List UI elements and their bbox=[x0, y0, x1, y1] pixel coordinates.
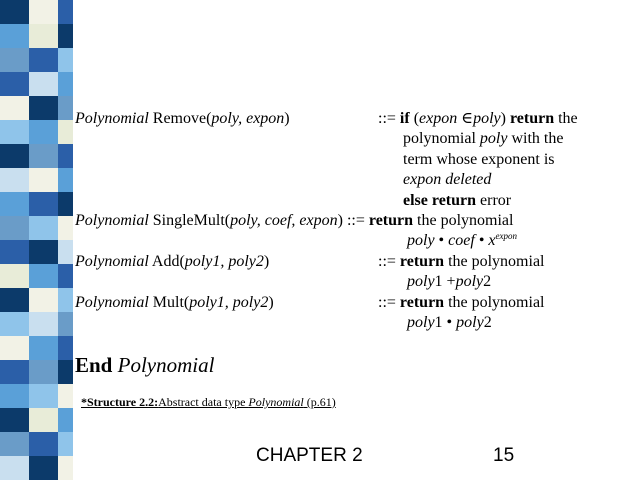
strip-tile bbox=[58, 24, 73, 48]
operation-definition bbox=[407, 313, 492, 333]
text-segment: 1 • bbox=[434, 314, 457, 331]
strip-tile bbox=[29, 240, 58, 264]
strip-tile bbox=[58, 192, 73, 216]
structure-caption bbox=[81, 395, 336, 410]
text-segment: poly, coef, expon bbox=[230, 212, 338, 229]
text-segment: ::= bbox=[378, 293, 400, 311]
text-segment: ::= bbox=[378, 110, 400, 127]
strip-tile bbox=[29, 456, 58, 480]
strip-tile bbox=[58, 264, 73, 288]
text-segment: ( bbox=[409, 110, 420, 127]
end-statement bbox=[75, 353, 214, 378]
text-segment: return bbox=[368, 212, 414, 229]
strip-tile bbox=[58, 360, 73, 384]
text-segment: SingleMult( bbox=[148, 212, 231, 229]
text-segment: poly bbox=[407, 273, 435, 291]
strip-tile bbox=[58, 0, 73, 24]
caption-text: Abstract data type bbox=[158, 395, 249, 409]
strip-tile bbox=[58, 96, 73, 120]
strip-tile bbox=[58, 72, 73, 96]
text-segment: ) bbox=[263, 252, 270, 270]
strip-tile bbox=[58, 168, 73, 192]
operation-definition bbox=[407, 231, 517, 251]
text-segment: ) ::= bbox=[337, 212, 369, 229]
text-segment: Remove( bbox=[148, 110, 212, 127]
strip-tile bbox=[29, 168, 58, 192]
operation-definition bbox=[378, 109, 578, 129]
text-segment: 1 + bbox=[434, 273, 456, 291]
operation-signature bbox=[75, 109, 290, 129]
operation-definition bbox=[378, 252, 545, 272]
strip-tile bbox=[58, 216, 73, 240]
strip-tile bbox=[29, 312, 58, 336]
operation-signature bbox=[75, 252, 269, 272]
strip-tile bbox=[29, 408, 58, 432]
text-segment: the polynomial bbox=[444, 293, 545, 311]
text-segment: return bbox=[509, 110, 555, 127]
text-segment: • bbox=[434, 232, 449, 250]
strip-tile bbox=[0, 144, 29, 168]
footer-page-number: 15 bbox=[493, 445, 515, 466]
text-segment: ) bbox=[268, 293, 274, 311]
text-segment: Mult( bbox=[148, 293, 190, 311]
text-segment: poly bbox=[473, 110, 501, 127]
text-segment: 2 bbox=[483, 273, 492, 291]
text-segment: 2 bbox=[483, 314, 492, 331]
text-segment: Polynomial bbox=[75, 110, 149, 127]
strip-tile bbox=[0, 48, 29, 72]
text-segment: poly bbox=[455, 273, 484, 291]
strip-tile bbox=[29, 336, 58, 360]
strip-tile bbox=[0, 384, 29, 408]
strip-tile bbox=[58, 432, 73, 456]
text-segment: ∈ bbox=[461, 110, 474, 127]
strip-tile bbox=[29, 264, 58, 288]
operation-definition bbox=[403, 191, 511, 211]
text-segment: return bbox=[399, 293, 445, 311]
strip-tile bbox=[0, 456, 29, 480]
strip-tile bbox=[29, 96, 58, 120]
strip-tile bbox=[29, 288, 58, 312]
text-segment: coef bbox=[448, 232, 475, 250]
strip-tile bbox=[29, 24, 58, 48]
strip-tile bbox=[58, 312, 73, 336]
text-segment: Polynomial bbox=[75, 212, 149, 229]
strip-tile bbox=[29, 384, 58, 408]
strip-tile bbox=[29, 360, 58, 384]
text-segment: • bbox=[474, 232, 489, 250]
strip-tile bbox=[29, 192, 58, 216]
strip-tile bbox=[58, 48, 73, 72]
text-segment: else return bbox=[403, 191, 477, 209]
text-segment: poly bbox=[407, 314, 435, 331]
text-segment: poly bbox=[479, 130, 508, 148]
strip-tile bbox=[0, 120, 29, 144]
strip-tile bbox=[0, 240, 29, 264]
caption-page: (p.61) bbox=[303, 395, 336, 409]
strip-tile bbox=[29, 72, 58, 96]
strip-tile bbox=[29, 432, 58, 456]
strip-tile bbox=[58, 408, 73, 432]
operation-definition bbox=[403, 150, 555, 170]
strip-tile bbox=[58, 288, 73, 312]
strip-tile bbox=[0, 216, 29, 240]
text-segment: term whose exponent is bbox=[403, 150, 555, 168]
strip-tile bbox=[0, 0, 29, 24]
text-segment: x bbox=[488, 232, 496, 250]
text-segment: expon deleted bbox=[403, 171, 492, 189]
text-segment: error bbox=[476, 191, 512, 209]
operation-definition bbox=[407, 272, 491, 292]
text-segment: expon bbox=[495, 231, 518, 242]
operation-definition bbox=[378, 293, 545, 313]
caption-label: *Structure 2.2: bbox=[81, 395, 159, 409]
decorative-checker-strip bbox=[0, 0, 73, 479]
text-segment: the polynomial bbox=[413, 212, 514, 229]
strip-tile bbox=[58, 120, 73, 144]
operation-signature bbox=[75, 211, 513, 231]
strip-tile bbox=[0, 408, 29, 432]
text-segment: the bbox=[554, 110, 578, 127]
operation-signature bbox=[75, 293, 274, 313]
strip-tile bbox=[0, 264, 29, 288]
operation-definition bbox=[403, 129, 563, 149]
strip-tile bbox=[0, 432, 29, 456]
strip-tile bbox=[29, 0, 58, 24]
strip-tile bbox=[0, 168, 29, 192]
footer-chapter: CHAPTER 2 bbox=[256, 445, 363, 466]
caption-name: Polynomial bbox=[248, 395, 304, 409]
text-segment: poly bbox=[456, 314, 484, 331]
strip-tile bbox=[58, 384, 73, 408]
strip-tile bbox=[29, 144, 58, 168]
strip-tile bbox=[0, 24, 29, 48]
strip-tile bbox=[58, 336, 73, 360]
text-segment: ) bbox=[284, 110, 290, 127]
strip-tile bbox=[0, 336, 29, 360]
text-segment: polynomial bbox=[403, 130, 480, 148]
strip-tile bbox=[58, 144, 73, 168]
end-name: Polynomial bbox=[117, 353, 215, 377]
strip-tile bbox=[0, 312, 29, 336]
text-segment: poly1, poly2 bbox=[184, 252, 264, 270]
text-segment: poly1, poly2 bbox=[189, 293, 269, 311]
strip-tile bbox=[0, 288, 29, 312]
text-segment: poly bbox=[407, 232, 435, 250]
text-segment: Polynomial bbox=[75, 252, 149, 270]
strip-tile bbox=[29, 216, 58, 240]
text-segment: ) bbox=[500, 110, 510, 127]
text-segment: Polynomial bbox=[75, 293, 149, 311]
text-segment: poly, expon bbox=[211, 110, 285, 127]
text-segment: with the bbox=[507, 130, 564, 148]
strip-tile bbox=[0, 72, 29, 96]
strip-tile bbox=[58, 456, 73, 480]
text-segment: Add( bbox=[148, 252, 185, 270]
end-keyword: End bbox=[75, 353, 113, 377]
operation-definition bbox=[403, 170, 491, 190]
strip-tile bbox=[0, 192, 29, 216]
text-segment: ::= bbox=[378, 252, 400, 270]
strip-tile bbox=[58, 240, 73, 264]
strip-tile bbox=[0, 360, 29, 384]
text-segment: return bbox=[399, 252, 445, 270]
text-segment: if bbox=[399, 110, 410, 127]
strip-tile bbox=[0, 96, 29, 120]
strip-tile bbox=[29, 48, 58, 72]
text-segment: expon bbox=[419, 110, 462, 127]
strip-tile bbox=[29, 120, 58, 144]
text-segment: the polynomial bbox=[444, 252, 545, 270]
